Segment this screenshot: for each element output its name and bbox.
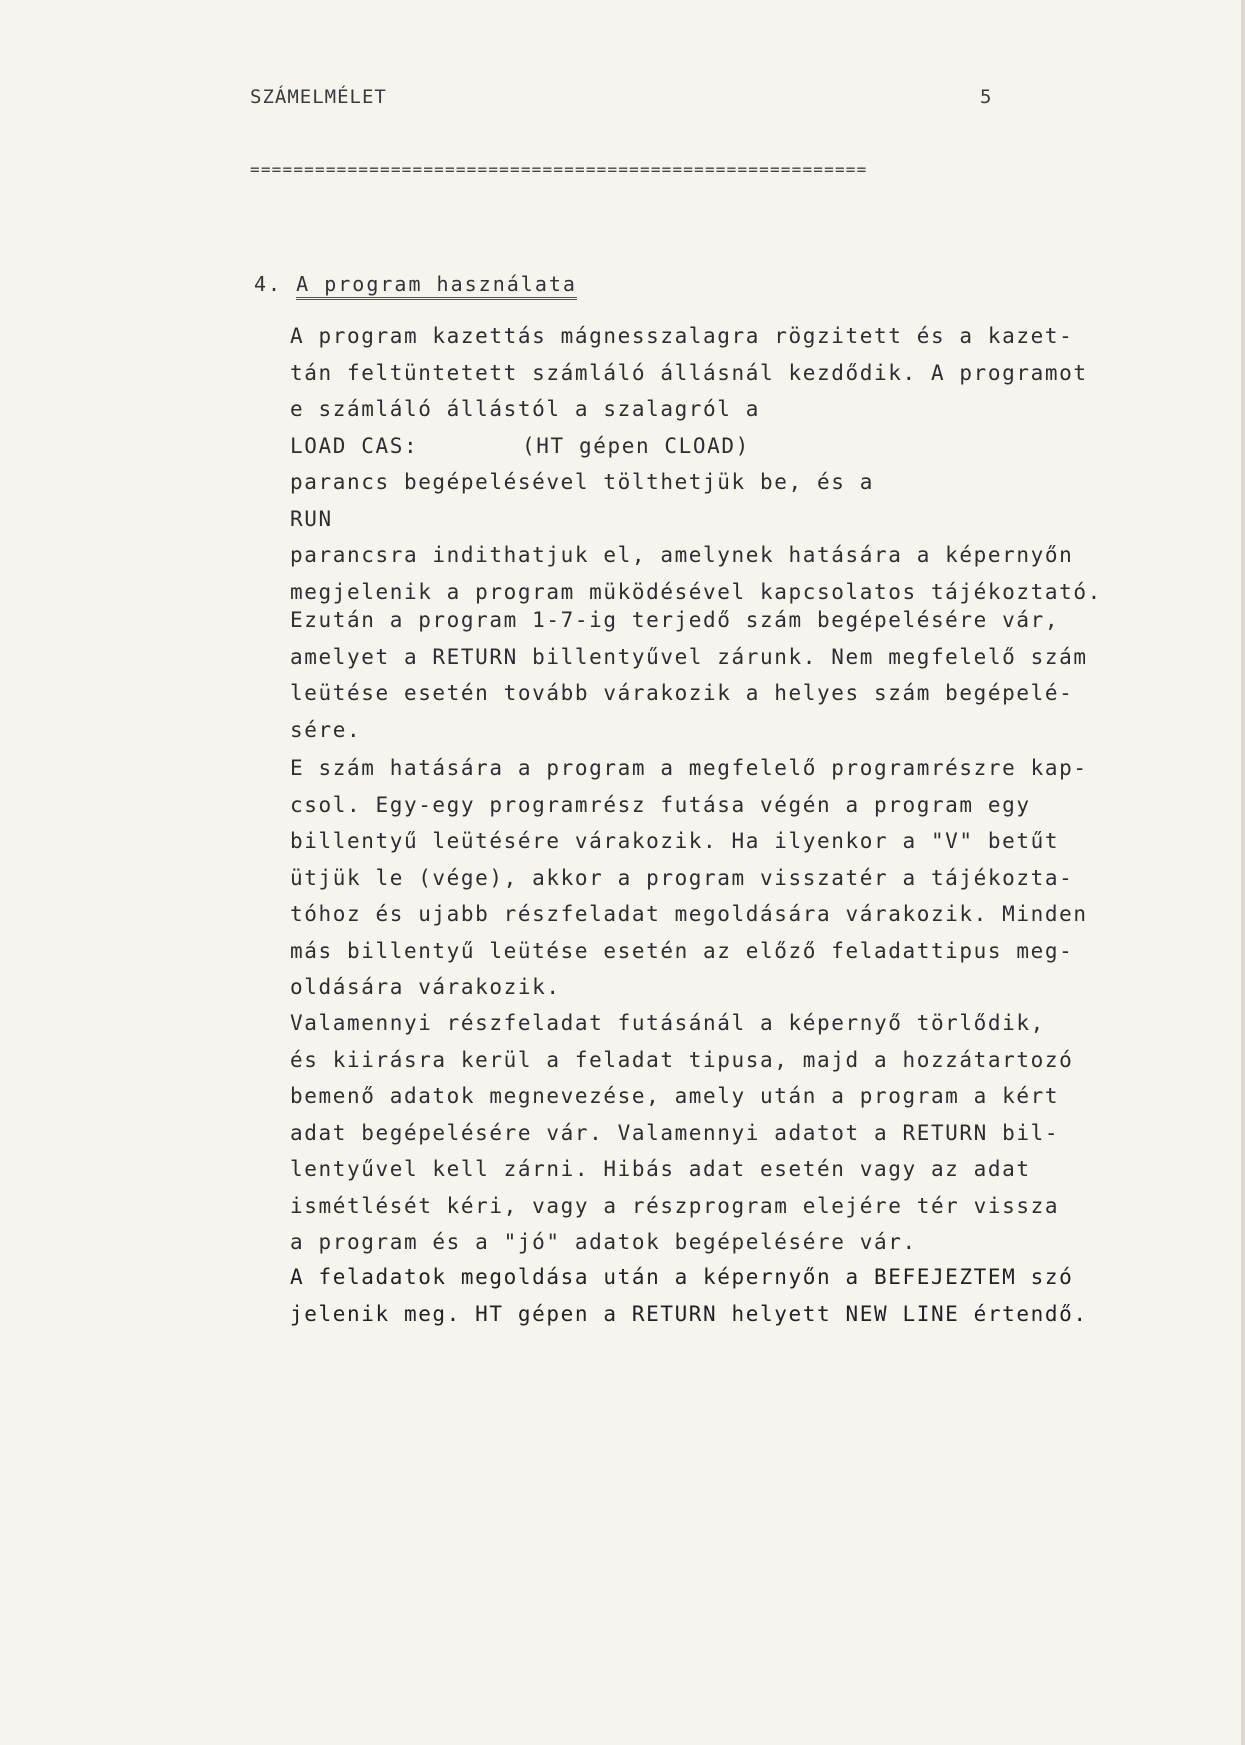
text-line: adat begépelésére vár. Valamennyi adatot a RETURN bil- bbox=[290, 1120, 1060, 1145]
text-line: más billentyű leütése esetén az előző feladattipus meg- bbox=[290, 938, 1074, 963]
paragraph-3 bbox=[290, 750, 1170, 1006]
text-line: RUN bbox=[290, 506, 333, 531]
page-number: 5 bbox=[980, 86, 992, 108]
text-line: a program és a "jó" adatok begépelésére vár. bbox=[290, 1230, 917, 1254]
text-line: megjelenik a program müködésével kapcsolatos tájékoztató. bbox=[290, 579, 1102, 604]
text-line: Valamennyi részfeladat futásánál a képernyő törlődik, bbox=[290, 1011, 1045, 1035]
text-line: E szám hatására a program a megfelelő programrészre kap- bbox=[290, 756, 1088, 780]
text-line: billentyű leütésére várakozik. Ha ilyenkor a "V" betűt bbox=[290, 829, 1060, 853]
text-line: parancsra indithatjuk el, amelynek hatására a képernyőn bbox=[290, 543, 1074, 567]
section-heading bbox=[254, 272, 577, 296]
text-line: oldására várakozik. bbox=[290, 975, 561, 999]
paragraph-2 bbox=[290, 602, 1170, 748]
paragraph-5 bbox=[290, 1259, 1170, 1332]
paragraph-4 bbox=[290, 1005, 1170, 1261]
text-line: sére. bbox=[290, 717, 362, 742]
section-title: A program használata bbox=[296, 272, 577, 300]
text-line: amelyet a RETURN billentyűvel zárunk. Nem megfelelő szám bbox=[290, 644, 1088, 669]
section-number: 4. bbox=[254, 272, 283, 296]
command-line bbox=[290, 428, 1170, 465]
text-line: A feladatok megoldása után a képernyőn a BEFEJEZTEM szó bbox=[290, 1265, 1074, 1289]
text-line: parancs begépelésével tölthetjük be, és a bbox=[290, 470, 874, 494]
text-line: leütése esetén tovább várakozik a helyes szám begépelé- bbox=[290, 681, 1074, 705]
text-line: Ezután a program 1-7-ig terjedő szám begépelésére vár, bbox=[290, 608, 1060, 632]
text-line: A program kazettás mágnesszalagra rögzitett és a kazet- bbox=[290, 324, 1074, 348]
text-line: és kiirásra kerül a feladat tipusa, majd a hozzátartozó bbox=[290, 1047, 1074, 1072]
text-line: tán feltüntetett számláló állásnál kezdődik. A programot bbox=[290, 360, 1088, 385]
text-line: bemenő adatok megnevezése, amely után a program a kért bbox=[290, 1084, 1060, 1108]
text-line: ütjük le (vége), akkor a program visszatér a tájékozta- bbox=[290, 865, 1074, 890]
text-line: jelenik meg. HT gépen a RETURN helyett NEW LINE értendő. bbox=[290, 1301, 1088, 1326]
text-line: csol. Egy-egy programrész futása végén a program egy bbox=[290, 792, 1031, 817]
header-rule: ========================================================= bbox=[250, 160, 868, 179]
command-note: (HT gépen CLOAD) bbox=[522, 433, 750, 458]
paragraph-1 bbox=[290, 318, 1170, 610]
text-line: e számláló állástól a szalagról a bbox=[290, 397, 761, 421]
page-edge bbox=[1241, 0, 1245, 1745]
text-line: ismétlését kéri, vagy a részprogram elejére tér vissza bbox=[290, 1193, 1060, 1218]
text-line: tóhoz és ujabb részfeladat megoldására várakozik. Minden bbox=[290, 902, 1088, 926]
command-load-cas: LOAD CAS: bbox=[290, 433, 419, 458]
running-header-title: SZÁMELMÉLET bbox=[250, 86, 387, 108]
text-line: lentyűvel kell zárni. Hibás adat esetén vagy az adat bbox=[290, 1157, 1031, 1181]
